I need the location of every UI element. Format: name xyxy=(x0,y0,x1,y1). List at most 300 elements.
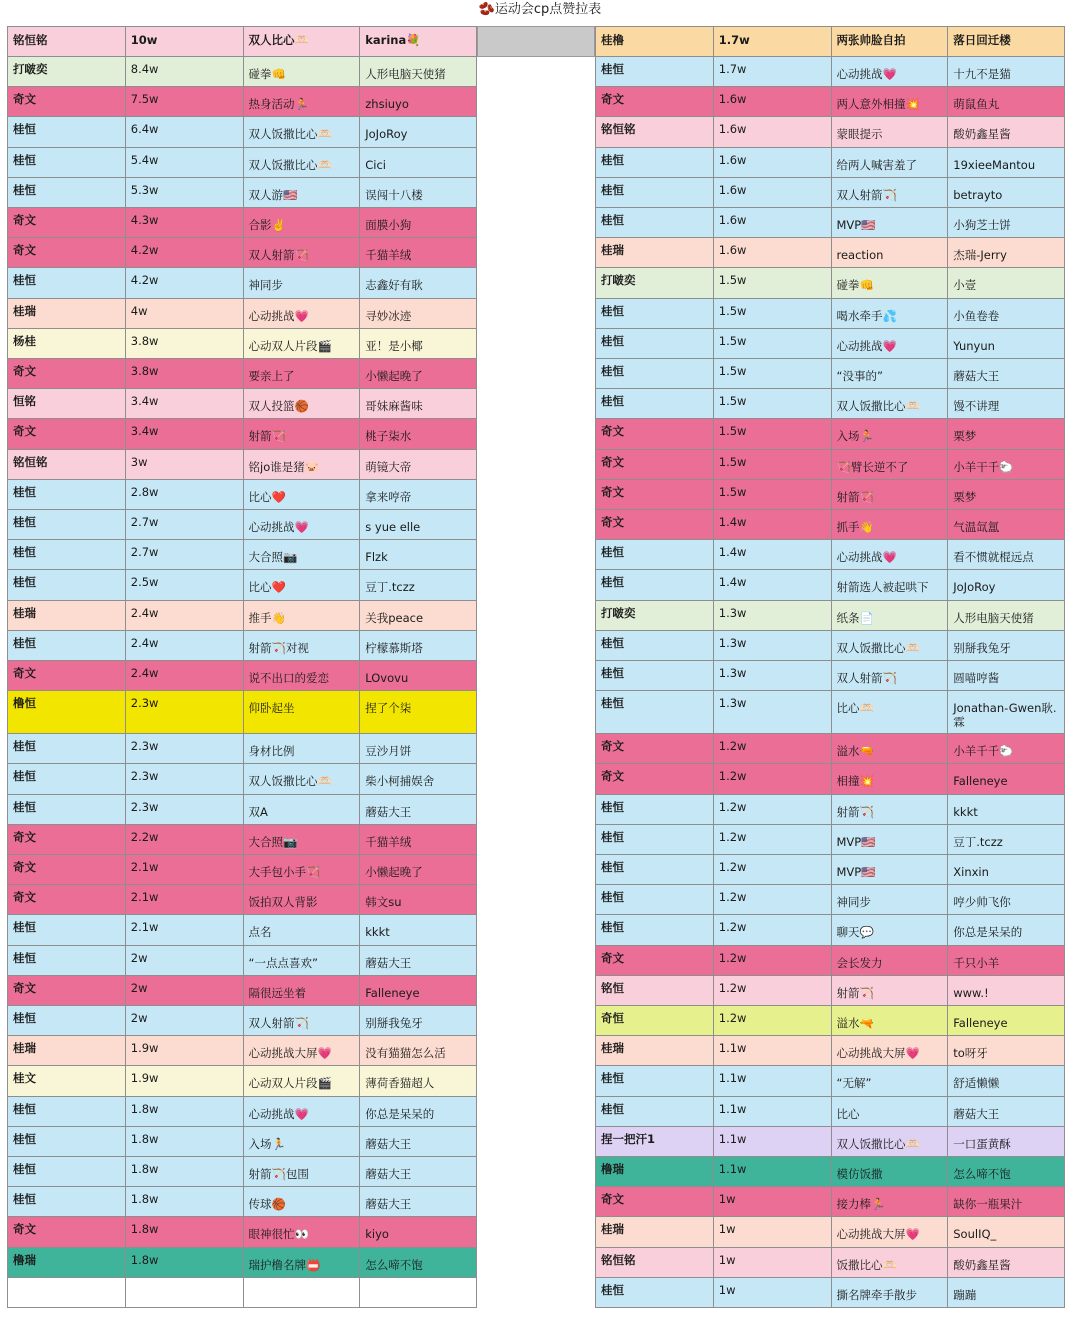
table-row xyxy=(7,1006,477,1036)
cp-name-cell: 桂恒 xyxy=(596,661,714,690)
content-cell: 两人意外相撞💥 xyxy=(832,87,949,116)
cp-name-cell: 桂恒 xyxy=(8,915,126,944)
likes-cell: 1.6w xyxy=(714,87,832,116)
cp-name-cell: 奇文 xyxy=(8,885,126,914)
likes-cell: 1.5w xyxy=(714,268,832,297)
likes-cell: 1.2w xyxy=(714,1006,832,1035)
content-cell: 点名 xyxy=(244,915,361,944)
cp-name-cell: 桂恒 xyxy=(596,389,714,418)
likes-cell: 2.3w xyxy=(126,764,244,793)
author-cell: 没有猫猫怎么活 xyxy=(360,1036,477,1065)
table-row xyxy=(595,1278,1065,1308)
likes-cell: 1.6w xyxy=(714,208,832,237)
author-cell: karina💐 xyxy=(360,27,477,56)
likes-cell: 1.3w xyxy=(714,661,832,690)
cp-name-cell: 桂瑞 xyxy=(596,1217,714,1246)
author-cell: 蹦蹦 xyxy=(948,1278,1065,1307)
table-row xyxy=(7,540,477,570)
likes-cell: 1.4w xyxy=(714,570,832,599)
author-cell: 志鑫好有耿 xyxy=(360,268,477,297)
cp-name-cell: 杨桂 xyxy=(8,329,126,358)
table-row xyxy=(7,268,477,298)
cp-name-cell: 桂恒 xyxy=(8,570,126,599)
content-cell: 心动双人片段🎬 xyxy=(244,1066,361,1095)
table-row xyxy=(595,178,1065,208)
table-row xyxy=(7,480,477,510)
content-cell: 相撞💥 xyxy=(832,764,949,793)
cp-name-cell: 奇文 xyxy=(596,734,714,763)
content-cell: 神同步 xyxy=(244,268,361,297)
content-cell: 饭撒比心🫶🏻 xyxy=(832,1248,949,1277)
content-cell: 说不出口的爱恋 xyxy=(244,661,361,690)
author-cell: JoJoRoy xyxy=(948,570,1065,599)
cp-name-cell: 橹瑞 xyxy=(596,1157,714,1186)
table-row xyxy=(7,1248,477,1278)
cp-name-cell: 奇文 xyxy=(8,419,126,448)
author-cell: 小羊千千🐑 xyxy=(948,734,1065,763)
likes-cell: 1.7w xyxy=(714,27,832,56)
content-cell: 神同步 xyxy=(832,885,949,914)
table-row xyxy=(595,419,1065,449)
cp-name-cell: 铭恒铭 xyxy=(8,27,126,56)
author-cell: 桃子柒水 xyxy=(360,419,477,448)
author-cell: 酸奶鑫星酱 xyxy=(948,1248,1065,1277)
likes-cell: 1.8w xyxy=(126,1217,244,1246)
content-cell: 心动挑战大屏💗 xyxy=(244,1036,361,1065)
table-row xyxy=(7,238,477,268)
table-row xyxy=(7,148,477,178)
cp-name-cell: 桂恒 xyxy=(8,764,126,793)
likes-cell: 2.3w xyxy=(126,734,244,763)
cp-name-cell: 打啵奕 xyxy=(596,268,714,297)
author-cell: 气温氙氲 xyxy=(948,510,1065,539)
table-row xyxy=(7,1278,477,1308)
likes-cell: 3.4w xyxy=(126,389,244,418)
author-cell: 舒适懒懒 xyxy=(948,1066,1065,1095)
table-row xyxy=(7,1066,477,1096)
table-row xyxy=(595,734,1065,764)
cp-name-cell: 奇文 xyxy=(596,480,714,509)
author-cell: 看不惯就棍远点 xyxy=(948,540,1065,569)
author-cell: 酸奶鑫星酱 xyxy=(948,117,1065,146)
content-cell: 入场🏃 xyxy=(244,1127,361,1156)
likes-cell: 1.2w xyxy=(714,885,832,914)
content-cell: 射箭🏹 xyxy=(832,976,949,1005)
author-cell: kkkt xyxy=(360,915,477,944)
table-row xyxy=(7,419,477,449)
table-row xyxy=(7,1157,477,1187)
author-cell: 哼少帅飞你 xyxy=(948,885,1065,914)
likes-cell: 1.8w xyxy=(126,1248,244,1277)
likes-cell: 1w xyxy=(714,1187,832,1216)
table-row xyxy=(595,329,1065,359)
cp-name-cell: 桂恒 xyxy=(596,540,714,569)
table-row xyxy=(595,1127,1065,1157)
likes-cell: 1.5w xyxy=(714,450,832,479)
table-row xyxy=(7,631,477,661)
author-cell: 小鱼卷卷 xyxy=(948,299,1065,328)
content-cell: 双人射箭🏹 xyxy=(832,661,949,690)
author-cell: 杰瑞-Jerry xyxy=(948,238,1065,267)
table-row xyxy=(595,661,1065,691)
cp-name-cell: 奇文 xyxy=(596,419,714,448)
likes-cell: 2.1w xyxy=(126,885,244,914)
author-cell: kkkt xyxy=(948,795,1065,824)
likes-cell: 2.7w xyxy=(126,540,244,569)
likes-cell: 1.1w xyxy=(714,1066,832,1095)
cp-name-cell: 奇文 xyxy=(8,855,126,884)
cp-name-cell: 桂恒 xyxy=(8,1006,126,1035)
table-row xyxy=(7,691,477,734)
content-cell: 心动挑战💗 xyxy=(832,540,949,569)
table-row xyxy=(595,825,1065,855)
likes-cell: 1.8w xyxy=(126,1157,244,1186)
author-cell: 豆丁.tczz xyxy=(360,570,477,599)
author-cell: SoulIQ_ xyxy=(948,1217,1065,1246)
content-cell: 碰拳👊 xyxy=(244,57,361,86)
cp-name-cell: 桂文 xyxy=(8,1066,126,1095)
author-cell: 蘑菇大王 xyxy=(948,1097,1065,1126)
table-row xyxy=(7,885,477,915)
cp-name-cell: 桂恒 xyxy=(8,178,126,207)
author-cell: zhsiuyo xyxy=(360,87,477,116)
table-row xyxy=(7,825,477,855)
content-cell: 射箭🏹包围 xyxy=(244,1157,361,1186)
cp-name-cell: 桂瑞 xyxy=(8,1036,126,1065)
content-cell: 心动挑战💗 xyxy=(244,299,361,328)
likes-cell: 1.4w xyxy=(714,510,832,539)
likes-cell: 1.1w xyxy=(714,1097,832,1126)
likes-cell: 1.9w xyxy=(126,1036,244,1065)
author-cell: 蘑菇大王 xyxy=(360,1157,477,1186)
author-cell xyxy=(360,1278,477,1307)
cp-name-cell: 奇文 xyxy=(8,976,126,1005)
author-cell: 你总是呆呆的 xyxy=(360,1097,477,1126)
likes-cell: 2w xyxy=(126,1006,244,1035)
likes-cell: 2.1w xyxy=(126,855,244,884)
content-cell: reaction xyxy=(832,238,949,267)
likes-cell: 7.5w xyxy=(126,87,244,116)
cp-name-cell: 桂恒 xyxy=(596,795,714,824)
table-row xyxy=(595,691,1065,734)
content-cell: 双人饭撒比心🫶🏻 xyxy=(832,389,949,418)
author-cell: 蘑菇大王 xyxy=(948,359,1065,388)
table-row xyxy=(595,299,1065,329)
likes-cell: 8.4w xyxy=(126,57,244,86)
cp-name-cell: 奇文 xyxy=(8,359,126,388)
cp-name-cell: 桂恒 xyxy=(596,329,714,358)
cp-name-cell: 桂恒 xyxy=(596,178,714,207)
cp-name-cell: 桂恒 xyxy=(596,299,714,328)
content-cell: 心动双人片段🎬 xyxy=(244,329,361,358)
likes-cell: 1.9w xyxy=(126,1066,244,1095)
table-row xyxy=(7,946,477,976)
table-row xyxy=(595,117,1065,147)
table-row xyxy=(7,855,477,885)
likes-cell: 1w xyxy=(714,1217,832,1246)
author-cell: 千猫羊绒 xyxy=(360,825,477,854)
table-row xyxy=(595,208,1065,238)
content-cell: “无解” xyxy=(832,1066,949,1095)
table-row xyxy=(7,570,477,600)
content-cell: 纸条📄 xyxy=(832,601,949,630)
author-cell: Jonathan-Gwen耿.霖 xyxy=(948,691,1065,733)
content-cell: “一点点喜欢” xyxy=(244,946,361,975)
author-cell: Flzk xyxy=(360,540,477,569)
likes-cell: 1.3w xyxy=(714,631,832,660)
content-cell: 隔很远坐着 xyxy=(244,976,361,1005)
cp-name-cell: 桂恒 xyxy=(8,510,126,539)
author-cell: 豆沙月饼 xyxy=(360,734,477,763)
author-cell: 萌鼠鱼丸 xyxy=(948,87,1065,116)
table-row xyxy=(7,601,477,631)
likes-cell: 1w xyxy=(714,1278,832,1307)
table-row xyxy=(595,510,1065,540)
likes-cell: 2.8w xyxy=(126,480,244,509)
table-row xyxy=(7,1187,477,1217)
table-row xyxy=(595,148,1065,178)
likes-cell: 2w xyxy=(126,976,244,1005)
cp-name-cell: 桂恒 xyxy=(8,1097,126,1126)
cp-name-cell: 奇恒 xyxy=(596,1006,714,1035)
author-cell: 小壹 xyxy=(948,268,1065,297)
content-cell: 铭jo谁是猪🐷 xyxy=(244,450,361,479)
cp-name-cell: 奇文 xyxy=(596,1187,714,1216)
likes-cell: 1.2w xyxy=(714,795,832,824)
author-cell: 哥妹麻酱味 xyxy=(360,389,477,418)
content-cell: 溢水🔫 xyxy=(832,734,949,763)
cp-name-cell: 桂橹 xyxy=(596,27,714,56)
author-cell: 怎么啼不饱 xyxy=(948,1157,1065,1186)
likes-cell: 1.3w xyxy=(714,691,832,733)
content-cell: 比心🫶🏻 xyxy=(832,691,949,733)
likes-cell: 1.8w xyxy=(126,1127,244,1156)
author-cell: 小羊干千🐑 xyxy=(948,450,1065,479)
table-row xyxy=(7,764,477,794)
cp-name-cell: 桂恒 xyxy=(596,208,714,237)
likes-cell: 6.4w xyxy=(126,117,244,146)
cp-name-cell: 桂恒 xyxy=(596,359,714,388)
table-row xyxy=(595,359,1065,389)
author-cell: 人形电脑天使猪 xyxy=(948,601,1065,630)
content-cell: 射箭🏹 xyxy=(832,795,949,824)
cp-name-cell: 奇文 xyxy=(8,208,126,237)
content-cell: 溢水🔫 xyxy=(832,1006,949,1035)
content-cell: 合影✌️ xyxy=(244,208,361,237)
author-cell: 栗梦 xyxy=(948,419,1065,448)
content-cell: 射箭🏹 xyxy=(244,419,361,448)
cp-name-cell: 打啵奕 xyxy=(8,57,126,86)
likes-cell: 1.5w xyxy=(714,359,832,388)
content-cell: 抓手👋 xyxy=(832,510,949,539)
content-cell xyxy=(244,1278,361,1307)
content-cell: 双人饭撒比心🫶🏻 xyxy=(244,148,361,177)
content-cell: 聊天💬 xyxy=(832,915,949,944)
cp-name-cell xyxy=(8,1278,126,1307)
cp-name-cell: 桂恒 xyxy=(596,855,714,884)
content-cell: 热身活动🏃 xyxy=(244,87,361,116)
content-cell: 双A xyxy=(244,795,361,824)
cp-name-cell: 桂恒 xyxy=(596,691,714,733)
cp-name-cell: 铭恒铭 xyxy=(596,117,714,146)
table-row xyxy=(7,57,477,87)
content-cell: 大手包小手🏹 xyxy=(244,855,361,884)
likes-cell: 1.8w xyxy=(126,1187,244,1216)
author-cell: LOvovu xyxy=(360,661,477,690)
author-cell: Falleneye xyxy=(948,764,1065,793)
table-row xyxy=(595,1097,1065,1127)
cp-name-cell: 桂恒 xyxy=(596,148,714,177)
likes-cell: 1.4w xyxy=(714,540,832,569)
cp-name-cell: 橹恒 xyxy=(8,691,126,733)
cp-name-cell: 桂恒 xyxy=(8,631,126,660)
author-cell: Falleneye xyxy=(948,1006,1065,1035)
table-row xyxy=(7,208,477,238)
content-cell: 比心❤️ xyxy=(244,480,361,509)
table-row xyxy=(595,1066,1065,1096)
content-cell: 双人饭撒比心🫶🏻 xyxy=(832,1127,949,1156)
content-cell: 心动挑战💗 xyxy=(832,329,949,358)
content-cell: 接力棒🏃 xyxy=(832,1187,949,1216)
author-cell: 蘑菇大王 xyxy=(360,795,477,824)
likes-cell: 1.1w xyxy=(714,1127,832,1156)
likes-cell: 1.1w xyxy=(714,1157,832,1186)
content-cell: 心动挑战大屏💗 xyxy=(832,1036,949,1065)
content-cell: 大合照📷 xyxy=(244,540,361,569)
cp-name-cell: 奇文 xyxy=(8,87,126,116)
column-divider xyxy=(477,26,595,57)
table-row xyxy=(595,87,1065,117)
cp-name-cell: 奇文 xyxy=(596,450,714,479)
content-cell: 仰卧起坐 xyxy=(244,691,361,733)
table-row xyxy=(595,601,1065,631)
cp-name-cell: 桂恒 xyxy=(8,268,126,297)
content-cell: 撕名牌牵手散步 xyxy=(832,1278,949,1307)
author-cell: www.! xyxy=(948,976,1065,1005)
content-cell: 心动挑战大屏💗 xyxy=(832,1217,949,1246)
content-cell: 双人饭撒比心🫶🏻 xyxy=(244,117,361,146)
table-row xyxy=(595,450,1065,480)
author-cell: 误闯十八楼 xyxy=(360,178,477,207)
table-header-row xyxy=(7,26,477,57)
author-cell: 韩文su xyxy=(360,885,477,914)
author-cell: 拿来哼帝 xyxy=(360,480,477,509)
content-cell: 射箭🏹 xyxy=(832,480,949,509)
author-cell: 一口蛋黄酥 xyxy=(948,1127,1065,1156)
likes-cell: 1.2w xyxy=(714,734,832,763)
author-cell: 蘑菇大王 xyxy=(360,1127,477,1156)
table-row xyxy=(7,510,477,540)
content-cell: 心动挑战💗 xyxy=(244,1097,361,1126)
author-cell: Yunyun xyxy=(948,329,1065,358)
table-row xyxy=(7,1217,477,1247)
cp-name-cell: 橹瑞 xyxy=(8,1248,126,1277)
author-cell: 捏了个柒 xyxy=(360,691,477,733)
likes-cell: 1.3w xyxy=(714,601,832,630)
likes-cell: 1.7w xyxy=(714,57,832,86)
content-cell: 双人射箭🏹 xyxy=(244,238,361,267)
content-cell: 比心❤️ xyxy=(244,570,361,599)
author-cell: 小懒起晚了 xyxy=(360,855,477,884)
cp-name-cell: 桂恒 xyxy=(8,1127,126,1156)
content-cell: 模仿饭撒 xyxy=(832,1157,949,1186)
cp-name-cell: 铭恒铭 xyxy=(596,1248,714,1277)
author-cell: 怎么啼不饱 xyxy=(360,1248,477,1277)
likes-cell: 5.4w xyxy=(126,148,244,177)
author-cell: Falleneye xyxy=(360,976,477,1005)
cp-name-cell: 桂恒 xyxy=(596,915,714,944)
table-row xyxy=(7,329,477,359)
author-cell: Xinxin xyxy=(948,855,1065,884)
content-cell: 双人饭撒比心🫶🏻 xyxy=(244,764,361,793)
author-cell: 面膜小狗 xyxy=(360,208,477,237)
author-cell: 蘑菇大王 xyxy=(360,1187,477,1216)
cp-name-cell: 桂瑞 xyxy=(8,299,126,328)
table-row xyxy=(595,1187,1065,1217)
author-cell: 千只小羊 xyxy=(948,946,1065,975)
author-cell: 别掰我兔牙 xyxy=(360,1006,477,1035)
likes-cell: 2w xyxy=(126,946,244,975)
likes-cell: 1.5w xyxy=(714,419,832,448)
table-row xyxy=(7,1036,477,1066)
author-cell: 薄荷香猫超人 xyxy=(360,1066,477,1095)
cp-name-cell: 桂恒 xyxy=(596,1097,714,1126)
likes-cell: 1.2w xyxy=(714,764,832,793)
likes-cell: 2.2w xyxy=(126,825,244,854)
likes-cell: 1.6w xyxy=(714,178,832,207)
likes-cell: 10w xyxy=(126,27,244,56)
likes-cell: 2.4w xyxy=(126,661,244,690)
likes-cell: 1.2w xyxy=(714,915,832,944)
cp-name-cell: 桂恒 xyxy=(8,795,126,824)
cp-name-cell: 桂瑞 xyxy=(596,238,714,267)
likes-cell: 3.8w xyxy=(126,329,244,358)
table-row xyxy=(7,1127,477,1157)
table-row xyxy=(595,915,1065,945)
likes-cell: 2.5w xyxy=(126,570,244,599)
likes-cell: 1.2w xyxy=(714,946,832,975)
likes-cell: 2.3w xyxy=(126,795,244,824)
content-cell: MVP🇺🇸 xyxy=(832,208,949,237)
table-row xyxy=(595,946,1065,976)
content-cell: “没事的” xyxy=(832,359,949,388)
likes-cell: 4.2w xyxy=(126,268,244,297)
table-row xyxy=(7,976,477,1006)
author-cell: 别掰我兔牙 xyxy=(948,631,1065,660)
table-row xyxy=(595,268,1065,298)
likes-cell: 1.6w xyxy=(714,148,832,177)
cp-name-cell: 桂恒 xyxy=(8,946,126,975)
author-cell: 馒不讲理 xyxy=(948,389,1065,418)
likes-cell xyxy=(126,1278,244,1307)
likes-cell: 1.6w xyxy=(714,117,832,146)
content-cell: 蒙眼提示 xyxy=(832,117,949,146)
table-row xyxy=(7,178,477,208)
cp-name-cell: 奇文 xyxy=(596,510,714,539)
content-cell: 双人饭撒比心🫶🏻 xyxy=(832,631,949,660)
author-cell: 豆丁.tczz xyxy=(948,825,1065,854)
cp-name-cell: 桂恒 xyxy=(596,570,714,599)
content-cell: 喝水牵手💦 xyxy=(832,299,949,328)
author-cell: 圆喵哼酱 xyxy=(948,661,1065,690)
table-row xyxy=(595,1248,1065,1278)
table-row xyxy=(595,976,1065,1006)
content-cell: 入场🏃 xyxy=(832,419,949,448)
cp-name-cell: 打啵奕 xyxy=(596,601,714,630)
cp-name-cell: 恒铭 xyxy=(8,389,126,418)
content-cell: 双人射箭🏹 xyxy=(832,178,949,207)
author-cell: Cici xyxy=(360,148,477,177)
